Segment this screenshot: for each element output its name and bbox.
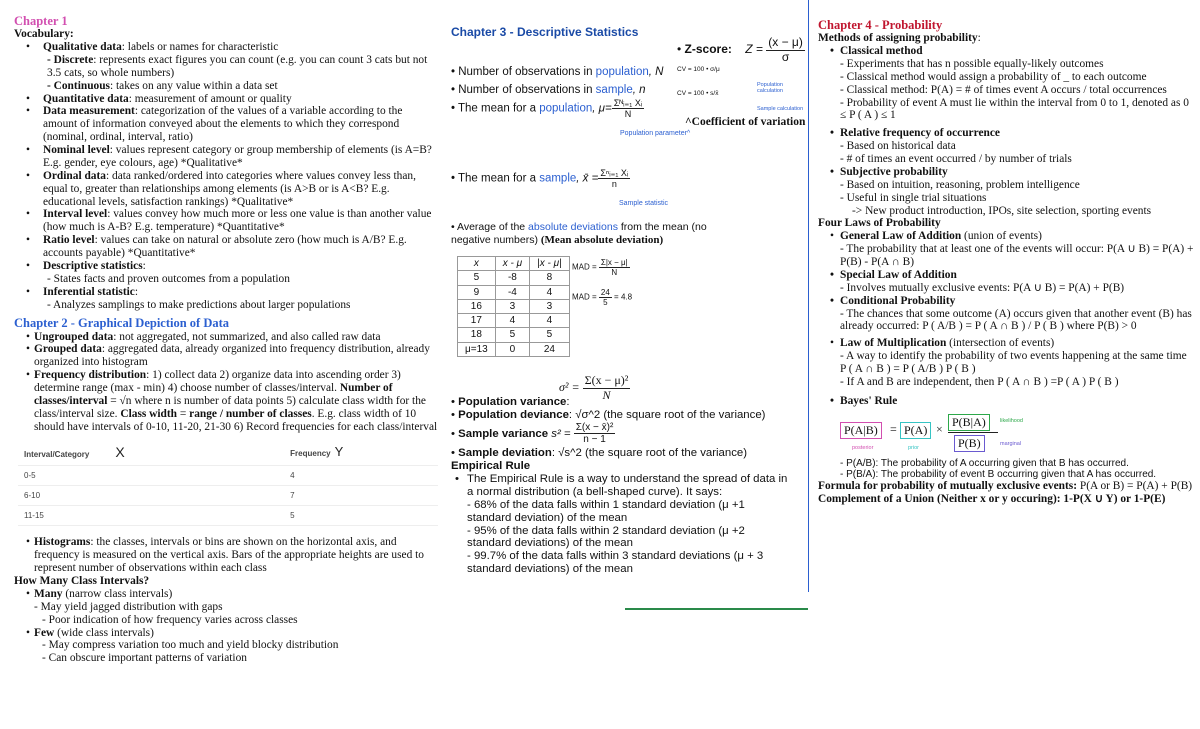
list-item: • Histograms: the classes, intervals or bins are shown on the horizontal axis, and frequency is measured on the vertical axis. Bars of the appropriate heights are used to represent number of observations within each class [14, 536, 439, 575]
population-parameter-label: Population parameter^ [620, 130, 691, 137]
list-item: • Qualitative data: labels or names for characteristic [14, 41, 439, 54]
bayes-likelihood-box: P(B|A) [948, 414, 990, 432]
chapter-4-column [812, 0, 1200, 506]
list-item: • Quantitative data: measurement of amount or quality [14, 93, 439, 106]
list-item: - Involves mutually exclusive events: P(A ∪ B) = P(A) + P(B) [840, 281, 1125, 294]
list-item: • The Empirical Rule is a way to understand the spread of data in a normal distribution (a bell-shaped curve). It says: [455, 473, 788, 498]
mad-calculation: MAD = $\frac{24}{5}$ = 4.8 [572, 288, 633, 308]
list-item: - Can obscure important patterns of variation [42, 652, 247, 665]
z-score: • Z-score: Z = $\frac{(x - \mu)}{\sigma}$ [677, 35, 803, 64]
list-item: • Sample deviation: √s^2 (the square root of the variance) [451, 447, 748, 460]
list-item: • Ungrouped data: not aggregated, not summarized, and also called raw data [14, 331, 439, 344]
list-item: • Subjective probability [818, 166, 1194, 179]
list-item: • Interval level: values convey how much more or less one value is than another value (how much is A-B? E.g. temperature) *Quantitative* [14, 208, 439, 234]
bayes-marginal-box: P(B) [954, 435, 985, 453]
histogram-list [14, 536, 439, 575]
complement-union: Complement of a Union (Neither x or y occuring): 1-P(X ∪ Y) or 1-P(E) [818, 493, 1166, 506]
list-item: - 99.7% of the data falls within 3 standard deviations (μ + 3 standard deviations) of the mean [467, 550, 764, 576]
list-item: - Probability of event A must lie within the interval from 0 to 1, denoted as 0 ≤ P ( A ) ≤ 1 [840, 96, 1189, 122]
bayes-equals: = [890, 421, 897, 436]
sample-calc-label: Sample calculation [757, 106, 804, 112]
chapter-4-title: Chapter 4 - Probability [818, 18, 943, 32]
list-item: - Based on historical data [840, 140, 956, 153]
population-calc-label: Population calculation [757, 82, 783, 95]
list-item: • Bayes' Rule [818, 395, 1194, 408]
mad-table [457, 256, 570, 357]
likelihood-label: likelihood [1000, 417, 1023, 424]
mean-sample: • The mean for a sample, x̄ = $\frac{\text{Σⁿᵢ₌₁ Xᵢ}}{n}$ [451, 168, 629, 190]
list-item: • Grouped data: aggregated data, already organized into frequency distribution, already organized into histogram [14, 343, 439, 369]
list-item: - Discrete: represents exact figures you can count (e.g. you can count 3 cats but not 3.5 cats, so whole numbers) [47, 53, 428, 79]
mutex-formula: Formula for probability of mutually exclusive events: P(A or B) = P(A) + P(B) [818, 480, 1193, 493]
list-item: - The probability that at least one of the events will occur: P(A ∪ B) = P(A) + P(B) - P(A ∩ B) [840, 243, 1194, 268]
list-item: • Sample variance s² = $\frac{\text{Σ(x − x̄)²}}{n - 1}$ [451, 421, 614, 446]
bayes-times: × [936, 421, 943, 436]
list-item: - Experiments that has n possible equally-likely outcomes [840, 57, 1104, 70]
table-row: 5 -8 8 [458, 271, 570, 285]
list-item: - Analyzes samplings to make predictions about larger populations [47, 298, 351, 311]
list-item: • Conditional Probability [818, 295, 1194, 308]
list-item: - May compress variation too much and yield blocky distribution [42, 639, 339, 652]
list-item: - P(B/A): The probability of event B occurring given that A has occurred. [840, 468, 1157, 480]
obs-population: • Number of observations in population, N [451, 66, 664, 78]
mad-formula: MAD = $\frac{\Sigma|x - \mu|}{N}$ [572, 258, 628, 278]
list-item: - Poor indication of how frequency varies across classes [42, 613, 298, 626]
table-row: 16 3 3 [458, 299, 570, 313]
list-item: • General Law of Addition (union of events) [818, 230, 1194, 243]
cv-population: CV = 100 • σ/μ [677, 66, 720, 73]
table-header: Frequency Y [284, 440, 438, 466]
list-item: -> New product introduction, IPOs, site selection, sporting events [852, 204, 1152, 217]
table-row: 18 5 5 [458, 328, 570, 342]
mean-population: • The mean for a population, μ= $\frac{\text{Σᴺᵢ₌₁ Xᵢ}}{N}$ [451, 98, 643, 120]
bayes-prior-box: P(A) [900, 422, 931, 440]
list-item: • Frequency distribution: 1) collect data 2) organize data into ascending order 3) determine range (max - min) 4) choose number of classes/interval. Number of classes/interval = √n where n is number of data points 5) calculate class width for the class/interval size. Class width = range / number of classes. E.g. class width of 10 should have intervals of 0-10, 11-20, 21-30 6) Record frequencies for each class/interval [14, 369, 439, 433]
methods-heading: Methods of assigning probability: [818, 32, 981, 45]
chapter-1-title: Chapter 1 [14, 14, 68, 28]
list-item: - The chances that some outcome (A) occurs given that another event (B) has already occurred: P ( A/B ) = P ( A ∩ B ) / P ( B ) where P(B) > 0 [840, 307, 1192, 333]
list-item: • Inferential statistic: [14, 286, 439, 299]
chapter-3-title: Chapter 3 - Descriptive Statistics [451, 25, 639, 39]
x-mark: X [115, 443, 125, 460]
frequency-table [18, 440, 438, 527]
list-item: • Relative frequency of occurrence [818, 127, 1194, 140]
vocabulary-heading: Vocabulary: [14, 28, 74, 41]
mad-intro: • Average of the absolute deviations from the mean (no negative numbers) (Mean absolute deviation) [451, 221, 707, 246]
obs-sample: • Number of observations in sample, n [451, 84, 646, 96]
list-item: • Population variance: [451, 396, 570, 408]
table-row: 17 4 4 [458, 314, 570, 328]
table-row: 0-5 4 [18, 466, 438, 486]
list-item: - States facts and proven outcomes from a population [47, 272, 290, 285]
list-item: - A way to identify the probability of two events happening at the same time P ( A ∩ B ) = P ( A/B ) P ( B ) [840, 350, 1187, 375]
chapter-2-title: Chapter 2 - Graphical Depiction of Data [14, 316, 230, 331]
prior-label: prior [908, 444, 920, 451]
bayes-formula [840, 414, 1194, 458]
list-item: - Classical method: P(A) = # of times event A occurs / total occurrences [840, 83, 1167, 96]
list-item: • Descriptive statistics: [14, 260, 439, 273]
laws-list [818, 230, 1194, 407]
list-item: - 95% of the data falls within 2 standard deviation (μ +2 standard deviations) of the mean [467, 524, 745, 550]
empirical-rule-heading: Empirical Rule [451, 460, 531, 473]
posterior-label: posterior [852, 444, 874, 451]
coefficient-of-variation-label: ^Coefficient of variation [685, 116, 806, 128]
list-item: - Continuous: takes on any value within a data set [47, 79, 278, 92]
column-divider-bottom [625, 608, 808, 610]
four-laws-heading: Four Laws of Probability [818, 217, 941, 230]
table-row: 9 -4 4 [458, 285, 570, 299]
list-item: - P(A/B): The probability of A occurring given that B has occurred. [840, 457, 1129, 469]
chapter-3-column [445, 0, 810, 576]
sample-statistic-label: Sample statistic [619, 200, 669, 207]
list-item: • Ratio level: values can take on natural or absolute zero (how much is A/B? E.g. accounts payable) *Quantitative* [14, 234, 439, 260]
variance-list [451, 396, 791, 576]
table-row: 11-15 5 [18, 506, 438, 526]
population-variance-formula: σ² = $\frac{\text{Σ(x − μ)²}}{N}$ [559, 373, 629, 402]
list-item: • Special Law of Addition [818, 269, 1194, 282]
list-item: - # of times an event occurred / by number of trials [840, 153, 1072, 165]
methods-list [818, 45, 1194, 217]
bayes-posterior-box: P(A|B) [840, 422, 882, 440]
list-item: • Ordinal data: data ranked/ordered into categories where values convey less than, equal to, greater than relationships among elements (is A>B or is A<B? E.g. educational levels, satisfaction rankings) *Qualitative* [14, 170, 439, 209]
chapter-1-2-column [0, 0, 445, 665]
list-item: - If A and B are independent, then P ( A ∩ B ) =P ( A ) P ( B ) [840, 375, 1119, 388]
list-item: • Many (narrow class intervals) [14, 588, 439, 601]
table-header: Interval/Category X [18, 440, 284, 466]
marginal-label: marginal [1000, 440, 1022, 447]
list-item: • Classical method [818, 45, 1194, 58]
class-intervals-heading: How Many Class Intervals? [14, 575, 150, 588]
list-item: - Useful in single trial situations [840, 191, 987, 204]
list-item: • Data measurement: categorization of the values of a variable according to the amount of information conveyed about the elements to which they correspond (nominal, ordinal, interval, ratio) [14, 105, 439, 144]
z-score-fraction: $\frac{(x - \mu)}{\sigma}$ [768, 35, 803, 64]
list-item: - 68% of the data falls within 1 standard deviation (μ +1 standard deviation) of the mean [467, 498, 745, 524]
class-intervals-list [14, 588, 439, 665]
list-item: • Nominal level: values represent category or group membership of elements (is A=B? E.g. gender, eye colours, age) *Qualitative* [14, 144, 439, 170]
bayes-fraction-bar [948, 432, 998, 433]
list-item: - May yield jagged distribution with gaps [34, 600, 223, 613]
list-item: • Few (wide class intervals) [14, 627, 439, 640]
table-row: 6-10 7 [18, 486, 438, 506]
list-item: • Law of Multiplication (intersection of events) [818, 337, 1194, 350]
table-row: x x - μ |x - μ| [458, 257, 570, 271]
chapter-2-list [14, 331, 439, 434]
y-mark: Y [334, 444, 344, 460]
table-row: μ=13 0 24 [458, 342, 570, 356]
list-item: - Based on intuition, reasoning, problem intelligence [840, 178, 1080, 191]
vocabulary-list [14, 41, 439, 311]
list-item: - Classical method would assign a probability of _ to each outcome [840, 70, 1147, 83]
list-item: • Population deviance: √σ^2 (the square root of the variance) [451, 408, 766, 421]
cv-sample: CV = 100 • s/x̄ [677, 90, 719, 97]
